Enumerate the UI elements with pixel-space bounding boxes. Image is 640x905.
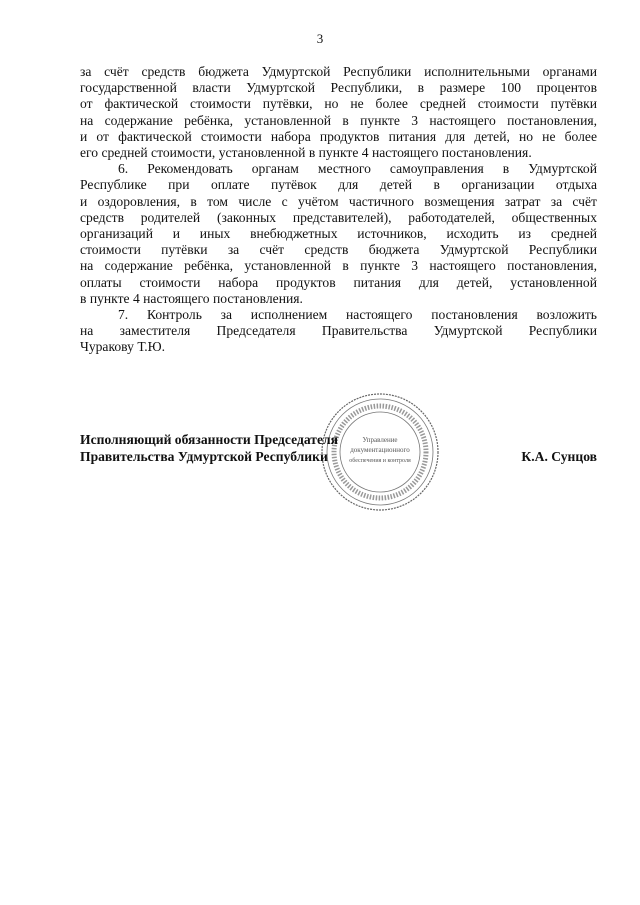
text-line: в пункте 4 настоящего постановления. [80, 290, 303, 306]
signature-block [80, 431, 597, 465]
text-line: на содержание ребёнка, установленной в пункте 3 настоящего постановления, [80, 112, 597, 128]
document-body [80, 64, 597, 356]
page-number: 3 [316, 31, 324, 46]
text-line: на заместителя Председателя Правительства Удмуртской Республики [80, 323, 597, 339]
signatory-name: К.А. Сунцов [521, 449, 597, 464]
text-line: за счёт средств бюджета Удмуртской Республики исполнительными органами [80, 64, 597, 79]
text-line: его средней стоимости, установленной в пункте 4 настоящего постановления. [80, 145, 532, 161]
signatory-title-line-2: Правительства Удмуртской Республики [80, 449, 328, 464]
seal-text-line: документационного [350, 446, 410, 454]
paragraph-6 [80, 161, 597, 307]
text-line: 7. Контроль за исполнением настоящего постановления возложить [118, 307, 597, 323]
text-line: от фактической стоимости путёвки, но не более средней стоимости путёвки [80, 96, 597, 112]
paragraph-5-continuation [80, 64, 597, 161]
text-line: и от фактической стоимости набора продуктов питания для детей, но не более [80, 128, 597, 144]
text-line: на содержание ребёнка, установленной в пункте 3 настоящего постановления, [80, 258, 597, 274]
text-line: 6. Рекомендовать органам местного самоуправления в Удмуртской [118, 161, 597, 177]
paragraph-7 [80, 307, 597, 356]
text-line: организаций и иных внебюджетных источников, исходить из средней [80, 226, 597, 242]
text-line: оплаты стоимости набора продуктов питания для детей, установленной [80, 274, 597, 290]
seal-text-line: Управление [362, 436, 398, 444]
text-line: и оздоровления, в том числе с учётом частичного возмещения затрат за счёт [80, 193, 597, 209]
text-line: государственной власти Удмуртской Республики, в размере 100 процентов [80, 80, 597, 96]
text-line: стоимости путёвки за счёт средств бюджета Удмуртской Республики [80, 242, 597, 258]
seal-text-line: обеспечения и контроля [349, 458, 411, 464]
text-line: средств родителей (законных представителей), работодателей, общественных [80, 209, 597, 225]
text-line: Чуракову Т.Ю. [80, 339, 166, 355]
text-line: Республике при оплате путёвок для детей в организации отдыха [80, 177, 597, 193]
signatory-title-line-1: Исполняющий обязанности Председателя [80, 432, 339, 447]
